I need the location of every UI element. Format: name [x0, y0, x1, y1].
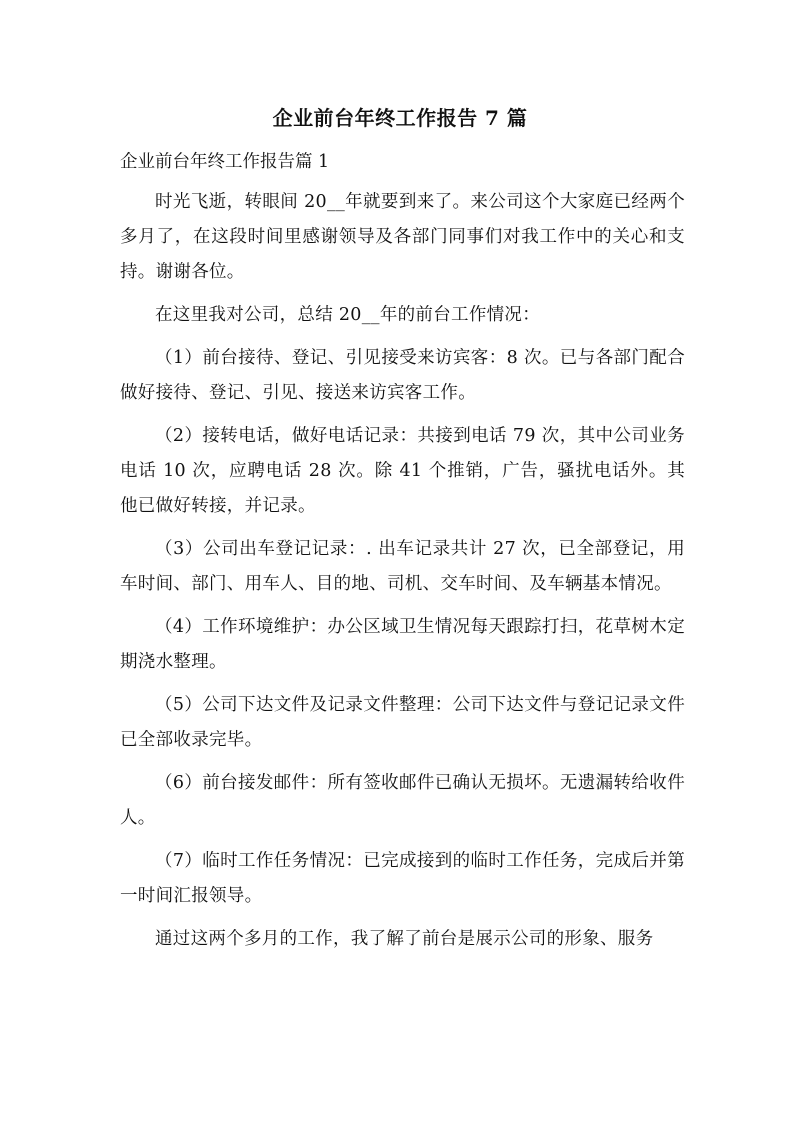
paragraph-item-2: （2）接转电话，做好电话记录：共接到电话 79 次，其中公司业务电话 10 次，应聘电话 28 次。除 41 个推销，广告，骚扰电话外。其他已做好转接，并记录。 [120, 426, 685, 516]
paragraph-item-6: （6）前台接发邮件：所有签收邮件已确认无损坏。无遗漏转给收件人。 [120, 773, 685, 828]
paragraph-intro: 时光飞逝，转眼间 20__年就要到来了。来公司这个大家庭已经两个多月了，在这段时间里感谢领导及各部门同事们对我工作中的关心和支持。谢谢各位。 [120, 192, 685, 282]
document-title: 企业前台年终工作报告 7 篇 [272, 106, 528, 130]
paragraph-item-1: （1）前台接待、登记、引见接受来访宾客：8 次。已与各部门配合做好接待、登记、引见、接送来访宾客工作。 [120, 348, 685, 403]
paragraph-item-4: （4）工作环境维护：办公区域卫生情况每天跟踪打扫，花草树木定期浇水整理。 [120, 617, 685, 672]
document-body [120, 185, 685, 965]
paragraph-conclusion: 通过这两个多月的工作，我了解了前台是展示公司的形象、服务 [155, 929, 654, 949]
paragraph-item-7: （7）临时工作任务情况：已完成接到的临时工作任务，完成后并第一时间汇报领导。 [120, 851, 685, 906]
paragraph-item-3: （3）公司出车登记记录：. 出车记录共计 27 次，已全部登记，用车时间、部门、用车人、目的地、司机、交车时间、及车辆基本情况。 [120, 539, 685, 594]
paragraph-summary-lead: 在这里我对公司，总结 20__年的前台工作情况： [155, 305, 541, 325]
paragraph-item-5: （5）公司下达文件及记录文件整理：公司下达文件与登记记录文件已全部收录完毕。 [120, 695, 685, 750]
section-heading: 企业前台年终工作报告篇 1 [120, 152, 330, 172]
